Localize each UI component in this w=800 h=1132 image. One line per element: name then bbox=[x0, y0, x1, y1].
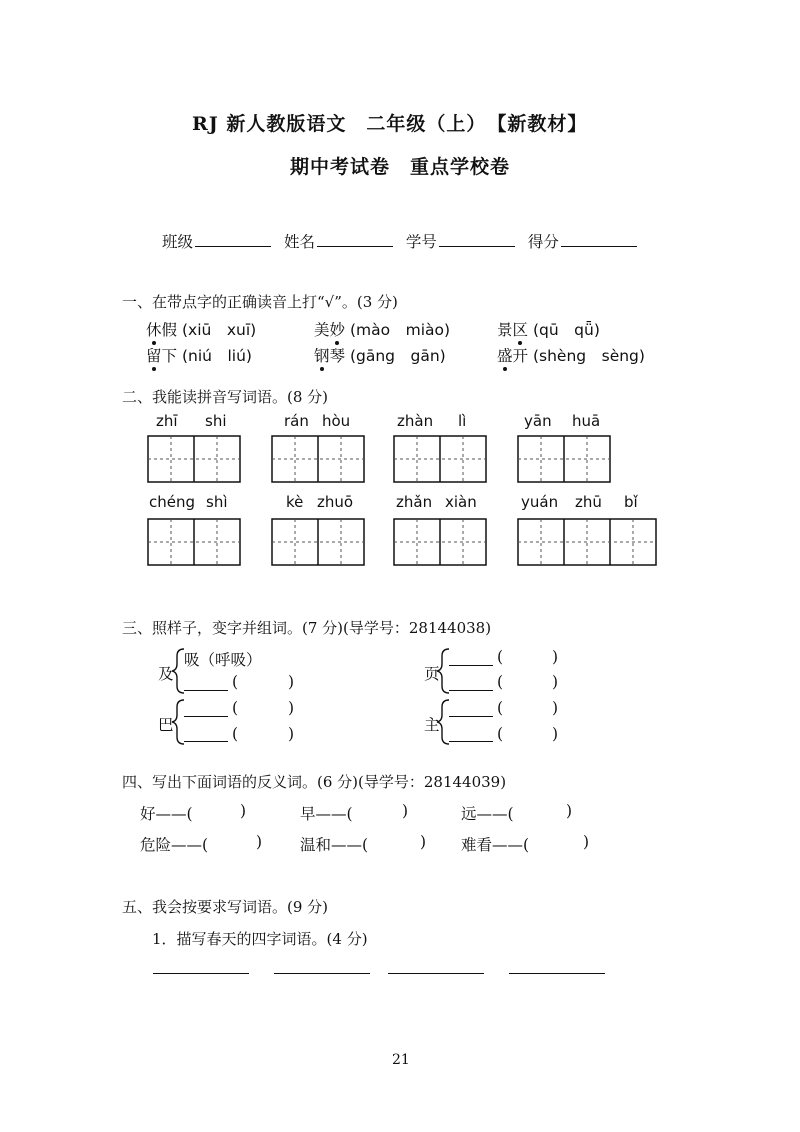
pinyin-syllable: yān bbox=[524, 412, 552, 430]
pinyin-options[interactable]: (qū qǖ) bbox=[532, 321, 600, 339]
q5-sub1: 1．描写春天的四字词语。(4 分) bbox=[152, 930, 368, 948]
q1-heading: 一、在带点字的正确读音上打“√”。(3 分) bbox=[122, 293, 398, 311]
right-paren: ) bbox=[288, 673, 295, 691]
q3-answer-blank[interactable] bbox=[184, 690, 228, 691]
dotted-char: 休 bbox=[146, 318, 162, 340]
q1-item: 钢琴 (gāng gān) bbox=[314, 344, 446, 366]
page-number: 21 bbox=[392, 1052, 410, 1068]
right-paren: ) bbox=[288, 725, 295, 743]
pinyin-syllable: shi bbox=[205, 412, 227, 430]
left-paren: ( bbox=[232, 725, 239, 743]
right-paren: ) bbox=[583, 833, 590, 851]
pinyin-syllable: kè bbox=[286, 493, 304, 511]
q3-root-char: 页 bbox=[424, 665, 440, 683]
pinyin-syllable: shì bbox=[206, 493, 228, 511]
answer-line[interactable] bbox=[274, 973, 370, 974]
right-paren: ) bbox=[552, 725, 559, 743]
q4-item: 远——( bbox=[461, 805, 514, 823]
right-paren: ) bbox=[420, 833, 427, 851]
pinyin-syllable: chéng bbox=[149, 493, 196, 511]
q4-heading: 四、写出下面词语的反义词。(6 分)(导学号：28144039) bbox=[122, 773, 507, 791]
class-label: 班级 bbox=[162, 233, 194, 251]
q1-item: 盛开 (shèng sèng) bbox=[497, 344, 645, 366]
pinyin-syllable: hòu bbox=[322, 412, 351, 430]
right-paren: ) bbox=[566, 802, 573, 820]
q4-item: 难看——( bbox=[461, 836, 530, 854]
name-label: 姓名 bbox=[283, 233, 315, 251]
q3-answer-blank[interactable] bbox=[184, 741, 228, 742]
q3-answer-blank[interactable] bbox=[449, 665, 493, 666]
pinyin-options[interactable]: (mào miào) bbox=[349, 321, 451, 339]
right-paren: ) bbox=[256, 833, 263, 851]
q4-item: 好——( bbox=[140, 805, 193, 823]
pinyin-options[interactable]: (xiū xuī) bbox=[181, 321, 257, 339]
dotted-char: 钢 bbox=[314, 344, 330, 366]
dotted-char: 妙 bbox=[330, 318, 346, 340]
score-label: 得分 bbox=[527, 233, 559, 251]
pinyin-syllable: zhuō bbox=[317, 493, 354, 511]
q1-item: 休假 (xiū xuī) bbox=[146, 318, 256, 340]
left-paren: ( bbox=[497, 699, 504, 717]
answer-line[interactable] bbox=[509, 973, 605, 974]
pinyin-options[interactable]: (gāng gān) bbox=[349, 347, 446, 365]
dotted-char: 盛 bbox=[497, 344, 513, 366]
pinyin-syllable: yuán bbox=[521, 493, 559, 511]
q3-answer-blank[interactable] bbox=[184, 716, 228, 717]
q3-root-char: 及 bbox=[158, 665, 174, 683]
pinyin-syllable: rán bbox=[284, 412, 309, 430]
right-paren: ) bbox=[552, 648, 559, 666]
pinyin-syllable: bǐ bbox=[624, 493, 638, 511]
q3-heading: 三、照样子，变字并组词。(7 分)(导学号：28144038) bbox=[122, 619, 492, 637]
dotted-char: 区 bbox=[513, 318, 529, 340]
right-paren: ) bbox=[552, 699, 559, 717]
q3-answer-blank[interactable] bbox=[449, 741, 493, 742]
pinyin-syllable: zhū bbox=[575, 493, 602, 511]
pinyin-syllable: zhàn bbox=[397, 412, 434, 430]
q1-item: 美妙 (mào miào) bbox=[314, 318, 450, 340]
left-paren: ( bbox=[497, 648, 504, 666]
q5-heading: 五、我会按要求写词语。(9 分) bbox=[122, 898, 329, 916]
left-paren: ( bbox=[232, 699, 239, 717]
answer-line[interactable] bbox=[388, 973, 484, 974]
left-paren: ( bbox=[497, 725, 504, 743]
q1-item: 留下 (niú liú) bbox=[146, 344, 252, 366]
exam-title-line2: 期中考试卷 重点学校卷 bbox=[290, 156, 511, 178]
right-paren: ) bbox=[402, 802, 409, 820]
id-label: 学号 bbox=[405, 233, 437, 251]
left-paren: ( bbox=[497, 673, 504, 691]
pinyin-syllable: huā bbox=[572, 412, 601, 430]
pinyin-syllable: lì bbox=[458, 412, 467, 430]
pinyin-options[interactable]: (shèng sèng) bbox=[532, 347, 645, 365]
q3-answer-blank[interactable] bbox=[449, 716, 493, 717]
q3-root-char: 主 bbox=[424, 716, 440, 734]
q4-item: 早——( bbox=[300, 805, 353, 823]
pinyin-syllable: zhǎn bbox=[396, 493, 433, 511]
exam-title-line1: RJ 新人教版语文 二年级（上） 【新教材】 bbox=[192, 113, 588, 135]
q2-heading: 二、我能读拼音写词语。(8 分) bbox=[122, 388, 329, 406]
pinyin-syllable: zhī bbox=[156, 412, 178, 430]
left-paren: ( bbox=[232, 673, 239, 691]
q4-item: 危险——( bbox=[140, 836, 209, 854]
q4-item: 温和——( bbox=[300, 836, 369, 854]
right-paren: ) bbox=[240, 802, 247, 820]
answer-line[interactable] bbox=[153, 973, 249, 974]
q3-root-char: 巴 bbox=[158, 716, 174, 734]
pinyin-syllable: xiàn bbox=[445, 493, 477, 511]
pinyin-options[interactable]: (niú liú) bbox=[181, 347, 252, 365]
q3-answer-blank[interactable] bbox=[449, 690, 493, 691]
right-paren: ) bbox=[288, 699, 295, 717]
right-paren: ) bbox=[552, 673, 559, 691]
q3-example: 吸（呼吸） bbox=[184, 651, 262, 669]
dotted-char: 留 bbox=[146, 344, 162, 366]
q1-item: 景区 (qū qǖ) bbox=[497, 318, 600, 340]
